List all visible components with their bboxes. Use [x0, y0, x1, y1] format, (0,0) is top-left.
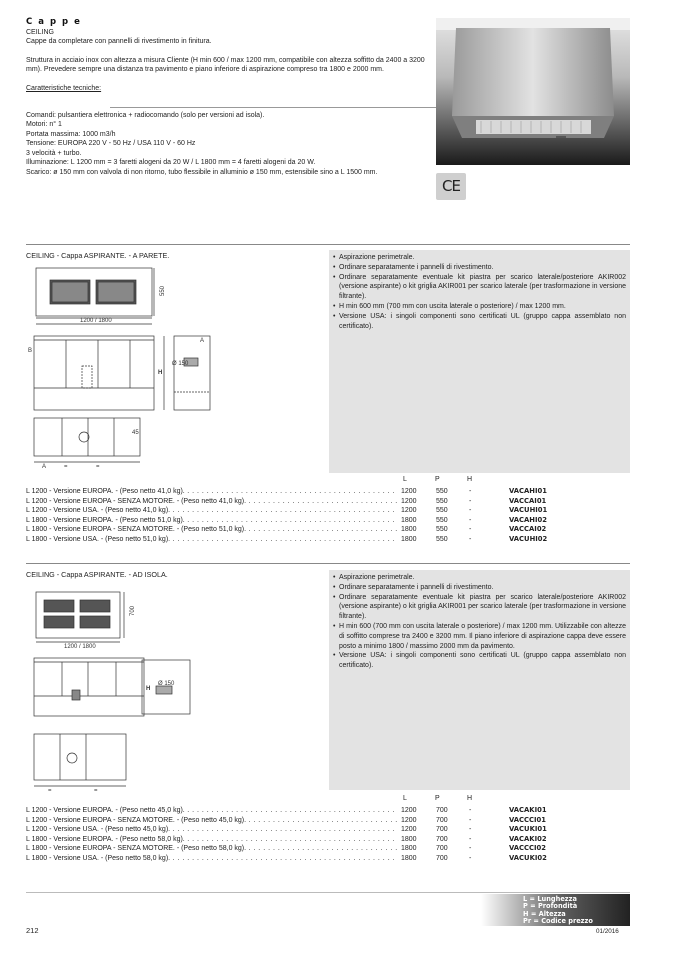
col-l: L — [403, 795, 407, 802]
equal-label: = — [48, 788, 52, 792]
model-name: CEILING — [26, 29, 55, 36]
width-label: 1200 / 1800 — [80, 318, 112, 324]
note-item: • H min 600 mm (700 mm con uscita laterale o posteriore) / max 1200 mm. — [333, 302, 626, 312]
table-row: L 1200 - Versione USA. - (Peso netto 41,0 kg). . . . 1200 550 - VACUHI01 — [26, 506, 630, 516]
legend-item: H = Altezza — [523, 909, 566, 918]
notes-box — [329, 250, 630, 473]
table-row: L 1800 - Versione USA. - (Peso netto 51,0 kg). . . . 1800 550 - VACUHI02 — [26, 535, 630, 545]
spec-line: 3 velocità + turbo. — [26, 149, 82, 157]
subtitle: Cappe da completare con pannelli di rivestimento in finitura. — [26, 38, 212, 46]
page-number: 212 — [26, 926, 39, 935]
note-item: • Ordinare separatamente i pannelli di rivestimento. — [333, 583, 626, 593]
legend-box — [481, 894, 630, 926]
legend-item: Pr = Codice prezzo — [523, 916, 593, 925]
tag-label: A — [42, 464, 47, 470]
product-table — [26, 487, 630, 544]
spec-line: Comandi: pulsantiera elettronica + radiocomando (solo per versioni ad isola). — [26, 112, 265, 119]
offset-label: 45 — [132, 430, 139, 436]
table-row: L 1800 - Versione EUROPA. - (Peso netto 58,0 kg). . . . 1800 700 - VACAKI02 — [26, 835, 630, 845]
note-item: • Ordinare separatamente i pannelli di rivestimento. — [333, 263, 626, 273]
spec-line: Illuminazione: L 1200 mm = 3 faretti alogeni da 20 W / L 1800 mm = 4 faretti alogeni da 20 W. — [26, 159, 316, 167]
col-l: L — [403, 476, 407, 483]
table-row: L 1800 - Versione EUROPA - SENZA MOTORE. - (Peso netto 58,0 kg). . . . 1800 700 - VACCCI02 — [26, 844, 630, 854]
table-row: L 1800 - Versione EUROPA. - (Peso netto 51,0 kg). . . . 1800 550 - VACAHI02 — [26, 516, 630, 526]
table-row: L 1200 - Versione EUROPA. - (Peso netto 45,0 kg). . . . 1200 700 - VACAKI01 — [26, 806, 630, 816]
footer-divider — [26, 892, 630, 893]
page-title: Cappe — [26, 17, 86, 27]
technical-drawing-wall — [24, 262, 214, 472]
equal-label: = — [96, 464, 100, 470]
section-divider — [26, 563, 630, 564]
spec-line: Tensione: EUROPA 220 V - 50 Hz / USA 110 V - 60 Hz — [26, 140, 196, 148]
height-label: H — [158, 370, 163, 376]
ce-mark: CE — [436, 173, 466, 200]
col-h: H — [467, 795, 473, 802]
intro-text — [26, 28, 431, 93]
height-label: H — [146, 686, 151, 692]
table-row: L 1800 - Versione EUROPA - SENZA MOTORE. - (Peso netto 51,0 kg). . . . 1800 550 - VACCAI02 — [26, 525, 630, 535]
tag-label: B — [28, 348, 33, 354]
specs-heading: Caratteristiche tecniche: — [26, 84, 102, 92]
note-item: • H min 600 (700 mm con uscita laterale o posteriore) / max 1200 mm. Utilizzabile con altezze di soffitto comprese tra 2400 e 3200 mm. Il piano inferiore di aspirazione cappa deve essere posto a minimo 1800 / massimo 2000 mm da pavimento. — [333, 622, 626, 651]
spec-line: Motori: n° 1 — [26, 121, 62, 129]
tag-label: A — [200, 338, 205, 344]
duct-label: Ø 150 — [172, 361, 189, 367]
col-h: H — [467, 476, 473, 483]
product-photo — [436, 18, 630, 165]
depth-label: 550 — [160, 285, 166, 296]
col-p: P — [435, 476, 440, 483]
section-divider — [26, 244, 630, 245]
equal-label: = — [64, 464, 68, 470]
description: Struttura in acciaio inox con altezza a misura Cliente (H min 600 / max 1200 mm, compatibile con altezza soffitto da 2400 a 3200 mm). Prevedere sempre una distanza tra pavimento e piano inferiore di aspirazione compreso tra 1800 e 2000 mm. — [26, 56, 425, 74]
edition-date: 01/2016 — [596, 928, 619, 935]
spec-line: Scarico: ø 150 mm con valvola di non ritorno, tubo flessibile in alluminio ø 150 mm, estensibile sino a L 1500 mm. — [26, 168, 378, 176]
notes-box — [329, 570, 630, 790]
note-item: • Aspirazione perimetrale. — [333, 573, 626, 583]
specs-list — [26, 111, 466, 177]
technical-drawing-island — [24, 582, 214, 792]
table-row: L 1200 - Versione EUROPA - SENZA MOTORE. - (Peso netto 45,0 kg). . . . 1200 700 - VACCCI01 — [26, 816, 630, 826]
table-row: L 1200 - Versione EUROPA - SENZA MOTORE. - (Peso netto 41,0 kg). . . . 1200 550 - VACCAI01 — [26, 497, 630, 507]
table-row: L 1200 - Versione EUROPA. - (Peso netto 41,0 kg). . . . 1200 550 - VACAHI01 — [26, 487, 630, 497]
note-item: • Versione USA: i singoli componenti sono certificati UL (gruppo cappa assemblato non certificato). — [333, 312, 626, 332]
legend-item: P = Profondità — [523, 902, 578, 911]
section-title: CEILING - Cappa ASPIRANTE. - AD ISOLA. — [26, 570, 168, 579]
table-row: L 1800 - Versione USA. - (Peso netto 58,0 kg). . . . 1800 700 - VACUKI02 — [26, 854, 630, 864]
width-label: 1200 / 1800 — [64, 644, 96, 650]
legend-item: L = Lunghezza — [523, 895, 577, 903]
depth-label: 700 — [130, 605, 136, 616]
product-table — [26, 806, 630, 863]
note-item: • Ordinare separatamente eventuale kit piastra per scarico laterale/posteriore AKIR002 (versione aspirante) o kit griglia AKIR001 per scarico laterale (per trasformazione in versione filtrante). — [333, 593, 626, 622]
specs-divider — [110, 107, 455, 108]
col-p: P — [435, 795, 440, 802]
spec-line: Portata massima: 1000 m3/h — [26, 130, 116, 138]
duct-label: Ø 150 — [158, 681, 175, 687]
section-title: CEILING - Cappa ASPIRANTE. - A PARETE. — [26, 251, 170, 260]
note-item: • Versione USA: i singoli componenti sono certificati UL (gruppo cappa assemblato non certificato). — [333, 651, 626, 671]
note-item: • Aspirazione perimetrale. — [333, 253, 626, 263]
table-row: L 1200 - Versione USA. - (Peso netto 45,0 kg). . . . 1200 700 - VACUKI01 — [26, 825, 630, 835]
note-item: • Ordinare separatamente eventuale kit piastra per scarico laterale/posteriore AKIR002 (versione aspirante) o kit griglia AKIR001 per scarico laterale (per trasformazione in versione filtrante). — [333, 273, 626, 302]
equal-label: = — [94, 788, 98, 792]
